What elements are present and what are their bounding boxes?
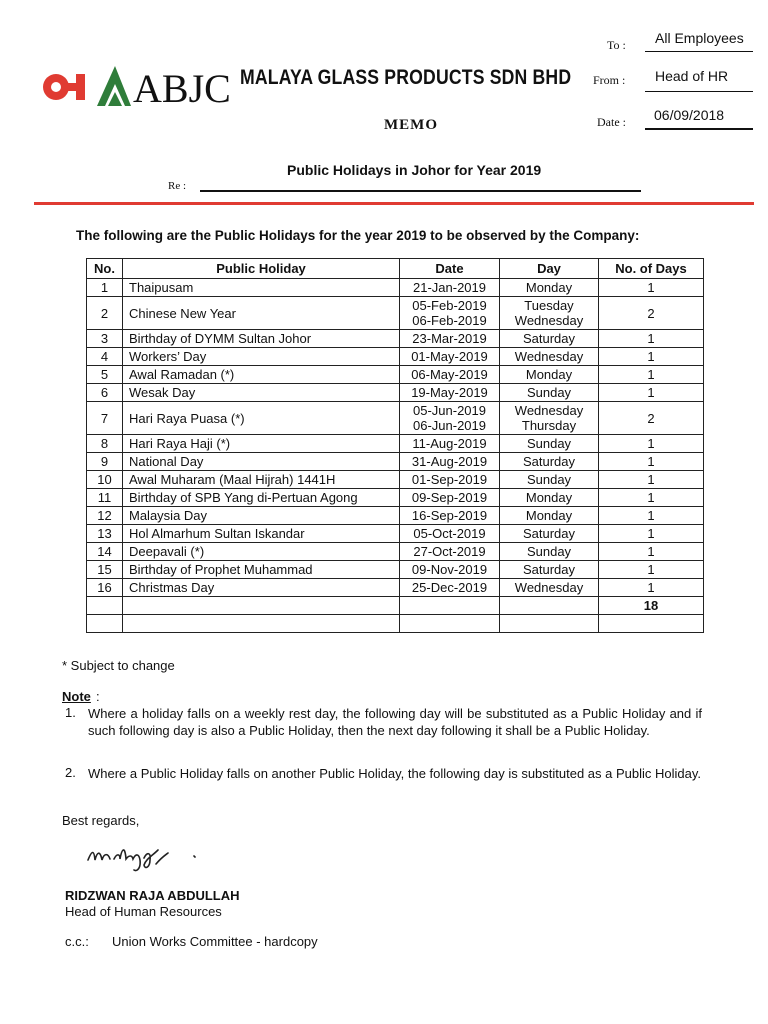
re-line	[200, 190, 641, 192]
table-row	[87, 366, 704, 384]
cell-no: 8	[87, 435, 123, 453]
table-total-row	[87, 597, 704, 615]
header-date: Date	[400, 259, 500, 279]
cell-no: 7	[87, 402, 123, 435]
cell-empty	[400, 597, 500, 615]
cell-day	[500, 579, 599, 597]
table-row	[87, 579, 704, 597]
header-holiday: Public Holiday	[123, 259, 400, 279]
cell-date	[400, 507, 500, 525]
cell-date	[400, 348, 500, 366]
cell-day	[500, 561, 599, 579]
cell-no: 14	[87, 543, 123, 561]
table-row	[87, 402, 704, 435]
cell-date	[400, 471, 500, 489]
cell-date	[400, 297, 500, 330]
cell-day-line: Tuesday	[524, 298, 574, 313]
document-type: MEMO	[384, 117, 438, 133]
cc-label: c.c.:	[65, 934, 89, 949]
cell-date	[400, 435, 500, 453]
company-name: MALAYA GLASS PRODUCTS SDN BHD	[240, 66, 572, 89]
table-row	[87, 507, 704, 525]
closing-regards: Best regards,	[62, 813, 140, 828]
from-line	[645, 91, 753, 92]
intro-text: The following are the Public Holidays for the year 2019 to be observed by the Company:	[76, 228, 640, 243]
cell-days: 1	[599, 279, 704, 297]
cell-day-line: Wednesday	[514, 580, 584, 595]
cell-holiday: Workers’ Day	[123, 348, 400, 366]
cell-day	[500, 348, 599, 366]
table-row	[87, 471, 704, 489]
cell-day	[500, 297, 599, 330]
cell-day	[500, 507, 599, 525]
table-row	[87, 279, 704, 297]
cell-holiday: Birthday of SPB Yang di-Pertuan Agong	[123, 489, 400, 507]
cell-day	[500, 435, 599, 453]
cell-day-line: Sunday	[526, 544, 572, 559]
date-line	[645, 128, 753, 130]
cell-empty	[87, 615, 123, 633]
cell-date-line: 27-Oct-2019	[413, 544, 486, 559]
cell-holiday: Thaipusam	[123, 279, 400, 297]
cell-date	[400, 543, 500, 561]
note-title: Note	[62, 689, 91, 704]
cell-day-line: Sunday	[526, 472, 572, 487]
cell-day-line: Wednesday	[514, 313, 584, 328]
note-item-text: Where a holiday falls on a weekly rest day, the following day will be substituted as a Public Holiday and if such following day is also a Public Holiday, then the next day following it shall be a Public Holiday.	[88, 706, 702, 738]
cell-date	[400, 384, 500, 402]
table-row	[87, 435, 704, 453]
table-row	[87, 489, 704, 507]
cell-day	[500, 471, 599, 489]
cell-date-line: 06-Feb-2019	[412, 313, 487, 328]
cell-day-line: Sunday	[526, 436, 572, 451]
cell-day-line: Wednesday	[514, 349, 584, 364]
abjc-logo	[95, 62, 231, 111]
cell-date-line: 25-Dec-2019	[411, 580, 488, 595]
cell-date	[400, 366, 500, 384]
holiday-table	[86, 258, 704, 633]
cell-days: 1	[599, 348, 704, 366]
table-row	[87, 297, 704, 330]
cell-empty	[123, 615, 400, 633]
header-days: No. of Days	[599, 259, 704, 279]
cell-days: 1	[599, 471, 704, 489]
cell-date	[400, 525, 500, 543]
table-row	[87, 543, 704, 561]
cell-date-line: 01-Sep-2019	[411, 472, 488, 487]
cell-day	[500, 402, 599, 435]
cell-empty	[123, 597, 400, 615]
cell-date	[400, 579, 500, 597]
cell-date-line: 09-Nov-2019	[411, 562, 488, 577]
cell-date-line: 06-Jun-2019	[413, 418, 486, 433]
cell-days: 1	[599, 435, 704, 453]
cell-days: 1	[599, 507, 704, 525]
cell-holiday: Birthday of DYMM Sultan Johor	[123, 330, 400, 348]
date-value: 06/09/2018	[654, 107, 725, 123]
cell-holiday: Awal Muharam (Maal Hijrah) 1441H	[123, 471, 400, 489]
footnote: * Subject to change	[62, 658, 175, 673]
cell-holiday: Birthday of Prophet Muhammad	[123, 561, 400, 579]
handwritten-signature	[84, 838, 214, 878]
table-row	[87, 348, 704, 366]
cc-value: Union Works Committee - hardcopy	[112, 934, 318, 949]
oi-logo	[42, 72, 88, 102]
cell-date-line: 06-May-2019	[411, 367, 488, 382]
header-day: Day	[500, 259, 599, 279]
cell-no: 10	[87, 471, 123, 489]
cell-days: 2	[599, 297, 704, 330]
date-label: Date :	[597, 115, 626, 129]
cell-day	[500, 525, 599, 543]
cell-date	[400, 402, 500, 435]
cell-date-line: 16-Sep-2019	[411, 508, 488, 523]
cell-days: 1	[599, 489, 704, 507]
cell-no: 13	[87, 525, 123, 543]
to-value: All Employees	[655, 30, 744, 46]
cell-empty	[87, 597, 123, 615]
cell-day-line: Monday	[525, 280, 573, 295]
abjc-logo-text: ABJC	[133, 66, 231, 111]
header-no: No.	[87, 259, 123, 279]
signer-title: Head of Human Resources	[65, 904, 222, 919]
cell-holiday: Hari Raya Haji (*)	[123, 435, 400, 453]
cell-days: 2	[599, 402, 704, 435]
cell-day-line: Wednesday	[514, 403, 584, 418]
cell-holiday: Christmas Day	[123, 579, 400, 597]
cell-date-line: 05-Feb-2019	[412, 298, 487, 313]
cell-day	[500, 330, 599, 348]
cell-no: 6	[87, 384, 123, 402]
table-header-row	[87, 259, 704, 279]
cell-date-line: 11-Aug-2019	[412, 436, 487, 451]
cell-day	[500, 366, 599, 384]
cell-day-line: Monday	[525, 508, 573, 523]
cell-date-line: 01-May-2019	[411, 349, 488, 364]
table-row	[87, 561, 704, 579]
cell-empty	[500, 615, 599, 633]
cell-day-line: Sunday	[526, 385, 572, 400]
table-row	[87, 384, 704, 402]
to-line	[645, 51, 753, 52]
signer-name: RIDZWAN RAJA ABDULLAH	[65, 888, 240, 903]
note-title-colon: :	[96, 689, 100, 704]
holiday-table-body	[87, 279, 704, 633]
cell-holiday: Wesak Day	[123, 384, 400, 402]
cell-day	[500, 384, 599, 402]
header-divider	[34, 202, 754, 205]
note-item-number: 1.	[65, 705, 76, 720]
from-label: From :	[593, 73, 626, 87]
cell-days: 1	[599, 543, 704, 561]
cell-no: 4	[87, 348, 123, 366]
cell-day	[500, 453, 599, 471]
cell-date-line: 05-Jun-2019	[413, 403, 486, 418]
cell-days: 1	[599, 579, 704, 597]
cell-no: 2	[87, 297, 123, 330]
cell-date	[400, 279, 500, 297]
cell-empty	[400, 615, 500, 633]
cell-day-line: Saturday	[522, 454, 576, 469]
cell-no: 1	[87, 279, 123, 297]
cell-no: 16	[87, 579, 123, 597]
cell-day	[500, 489, 599, 507]
cell-no: 9	[87, 453, 123, 471]
cell-date-line: 23-Mar-2019	[412, 331, 487, 346]
to-label: To :	[607, 38, 626, 52]
note-item-text: Where a Public Holiday falls on another Public Holiday, the following day is substituted as a Public Holiday.	[88, 766, 702, 781]
cell-day-line: Saturday	[522, 331, 576, 346]
cell-day-line: Saturday	[522, 562, 576, 577]
note-item-number: 2.	[65, 765, 76, 780]
cell-day-line: Monday	[525, 367, 573, 382]
cell-date-line: 09-Sep-2019	[411, 490, 488, 505]
cell-date	[400, 330, 500, 348]
total-days: 18	[599, 597, 704, 615]
cell-date	[400, 453, 500, 471]
cell-holiday: Hari Raya Puasa (*)	[123, 402, 400, 435]
cell-holiday: National Day	[123, 453, 400, 471]
cell-holiday: Malaysia Day	[123, 507, 400, 525]
table-row	[87, 453, 704, 471]
from-value: Head of HR	[655, 68, 729, 84]
cell-date-line: 21-Jan-2019	[413, 280, 486, 295]
memo-subject: Public Holidays in Johor for Year 2019	[287, 162, 542, 178]
cell-day-line: Thursday	[521, 418, 577, 433]
cell-date-line: 31-Aug-2019	[411, 454, 488, 469]
cell-days: 1	[599, 384, 704, 402]
table-row	[87, 525, 704, 543]
cell-holiday: Hol Almarhum Sultan Iskandar	[123, 525, 400, 543]
cell-date-line: 19-May-2019	[411, 385, 488, 400]
cell-day	[500, 543, 599, 561]
cell-days: 1	[599, 453, 704, 471]
cell-days: 1	[599, 525, 704, 543]
cell-no: 12	[87, 507, 123, 525]
cell-days: 1	[599, 330, 704, 348]
cell-no: 11	[87, 489, 123, 507]
cell-days: 1	[599, 366, 704, 384]
table-empty-row	[87, 615, 704, 633]
re-label: Re :	[168, 180, 187, 192]
cell-day-line: Saturday	[522, 526, 576, 541]
cell-day-line: Monday	[525, 490, 573, 505]
cell-day	[500, 279, 599, 297]
cell-holiday: Chinese New Year	[123, 297, 400, 330]
cell-no: 5	[87, 366, 123, 384]
cell-no: 15	[87, 561, 123, 579]
cell-holiday: Awal Ramadan (*)	[123, 366, 400, 384]
cell-date	[400, 561, 500, 579]
cell-days: 1	[599, 561, 704, 579]
cell-no: 3	[87, 330, 123, 348]
cell-empty	[599, 615, 704, 633]
cell-empty	[500, 597, 599, 615]
table-row	[87, 330, 704, 348]
cell-date-line: 05-Oct-2019	[413, 526, 486, 541]
cell-date	[400, 489, 500, 507]
cell-holiday: Deepavali (*)	[123, 543, 400, 561]
